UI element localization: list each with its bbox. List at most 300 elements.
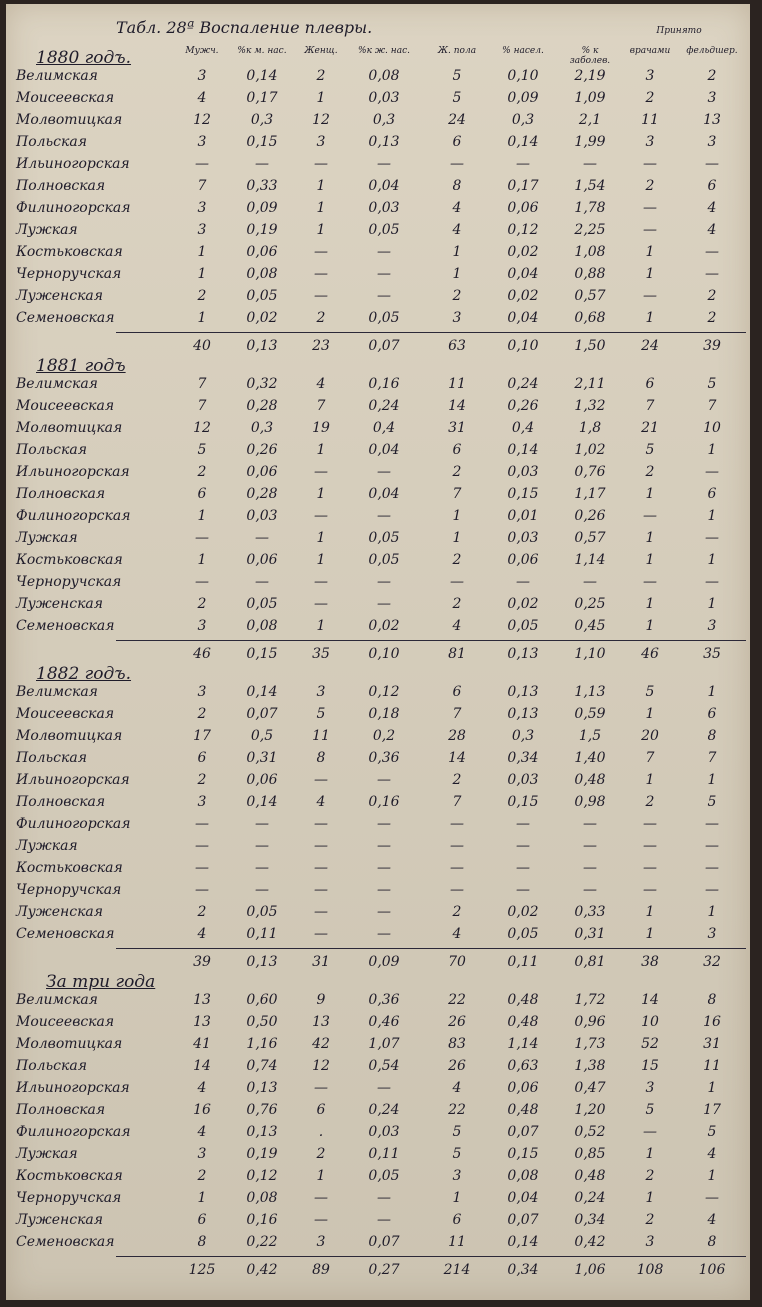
cell-value: — [377, 1212, 391, 1228]
cell-value: 1,16 [246, 1036, 278, 1052]
table-row [6, 572, 750, 594]
cell-value: 0,05 [246, 904, 278, 920]
district-name: Велимская [16, 376, 98, 392]
total-value: 32 [703, 954, 721, 970]
cell-value: 16 [703, 1014, 721, 1030]
table-row [6, 154, 750, 176]
cell-value: 5 [197, 442, 207, 458]
total-value: 89 [312, 1262, 330, 1278]
cell-value: 1 [707, 684, 717, 700]
district-name: Велимская [16, 684, 98, 700]
cell-value: 24 [448, 112, 466, 128]
cell-value: 0,15 [507, 794, 539, 810]
district-name: Луженская [16, 288, 104, 304]
district-name: Луженская [16, 904, 104, 920]
cell-value: 4 [197, 1124, 207, 1140]
table-title: Табл. 28ª Воспаление плевры. [116, 18, 373, 37]
district-name: Костьковская [16, 1168, 123, 1184]
cell-value: 1 [452, 244, 462, 260]
cell-value: 3 [316, 684, 326, 700]
district-name: Костьковская [16, 552, 123, 568]
table-row [6, 1078, 750, 1100]
cell-value: — [705, 860, 719, 876]
cell-value: — [450, 882, 464, 898]
district-name: Моисеевская [16, 706, 115, 722]
cell-value: 14 [448, 398, 466, 414]
cell-value: 1 [316, 200, 326, 216]
cell-value: 0,88 [574, 266, 606, 282]
cell-value: 1 [707, 508, 717, 524]
total-value: 46 [193, 646, 211, 662]
cell-value: 2,19 [574, 68, 606, 84]
cell-value: — [377, 882, 391, 898]
total-rule [116, 332, 746, 333]
cell-value: 12 [193, 420, 211, 436]
cell-value: 6 [707, 706, 717, 722]
cell-value: 8 [707, 1234, 717, 1250]
table-row [6, 308, 750, 330]
cell-value: 0,24 [574, 1190, 606, 1206]
table-row [6, 198, 750, 220]
cell-value: 0,31 [574, 926, 606, 942]
district-name: Костьковская [16, 244, 123, 260]
cell-value: 10 [703, 420, 721, 436]
table-row [6, 1034, 750, 1056]
cell-value: 4 [707, 1212, 717, 1228]
cell-value: 0,02 [507, 288, 539, 304]
cell-value: 2 [452, 904, 462, 920]
cell-value: — [314, 816, 328, 832]
district-name: Семеновская [16, 310, 115, 326]
cell-value: 0,12 [246, 1168, 278, 1184]
table-row [6, 462, 750, 484]
district-name: Моисеевская [16, 1014, 115, 1030]
total-row [6, 336, 750, 358]
cell-value: — [255, 530, 269, 546]
cell-value: — [195, 838, 209, 854]
cell-value: 0,96 [574, 1014, 606, 1030]
table-row [6, 132, 750, 154]
cell-value: 52 [641, 1036, 659, 1052]
cell-value: 15 [641, 1058, 659, 1074]
cell-value: 0,24 [507, 376, 539, 392]
cell-value: — [516, 156, 530, 172]
cell-value: 0,60 [246, 992, 278, 1008]
cell-value: 2 [645, 1212, 655, 1228]
district-name: Черноручская [16, 1190, 122, 1206]
table-row [6, 1188, 750, 1210]
cell-value: 0,06 [246, 772, 278, 788]
cell-value: 1 [197, 244, 207, 260]
total-value: 39 [193, 954, 211, 970]
cell-value: 5 [707, 794, 717, 810]
cell-value: 0,13 [246, 1124, 278, 1140]
cell-value: 0,54 [368, 1058, 400, 1074]
cell-value: 0,05 [368, 530, 400, 546]
cell-value: — [583, 838, 597, 854]
cell-value: — [377, 244, 391, 260]
cell-value: 3 [645, 1234, 655, 1250]
table-row [6, 814, 750, 836]
column-header: %к ж. нас. [358, 46, 410, 56]
total-value: 0,07 [368, 338, 400, 354]
cell-value: 7 [316, 398, 326, 414]
cell-value: 4 [197, 90, 207, 106]
cell-value: 11 [448, 376, 466, 392]
cell-value: — [516, 574, 530, 590]
cell-value: 0,11 [368, 1146, 400, 1162]
cell-value: 1 [452, 1190, 462, 1206]
cell-value: — [705, 816, 719, 832]
cell-value: 1 [197, 310, 207, 326]
cell-value: — [195, 882, 209, 898]
cell-value: — [583, 816, 597, 832]
cell-value: 5 [452, 1146, 462, 1162]
cell-value: 1 [452, 266, 462, 282]
cell-value: 0,02 [507, 904, 539, 920]
cell-value: 1,32 [574, 398, 606, 414]
cell-value: 1 [316, 530, 326, 546]
district-name: Черноручская [16, 574, 122, 590]
cell-value: 0,16 [368, 376, 400, 392]
cell-value: — [314, 1190, 328, 1206]
cell-value: 0,14 [507, 1234, 539, 1250]
cell-value: 0,13 [368, 134, 400, 150]
cell-value: — [643, 508, 657, 524]
cell-value: 1,14 [574, 552, 606, 568]
cell-value: 0,34 [507, 750, 539, 766]
cell-value: 1,38 [574, 1058, 606, 1074]
cell-value: 1,73 [574, 1036, 606, 1052]
cell-value: 1,8 [578, 420, 602, 436]
cell-value: 1 [316, 1168, 326, 1184]
cell-value: 0,08 [246, 266, 278, 282]
cell-value: 13 [703, 112, 721, 128]
table-row [6, 110, 750, 132]
cell-value: — [643, 200, 657, 216]
total-rule [116, 1256, 746, 1257]
cell-value: 1 [645, 1190, 655, 1206]
total-value: 1,06 [574, 1262, 606, 1278]
total-value: 0,42 [246, 1262, 278, 1278]
cell-value: 0,18 [368, 706, 400, 722]
district-name: Ильиногорская [16, 464, 130, 480]
table-row [6, 902, 750, 924]
cell-value: 22 [448, 1102, 466, 1118]
district-name: Полновская [16, 1102, 106, 1118]
cell-value: 2 [197, 1168, 207, 1184]
cell-value: — [450, 816, 464, 832]
cell-value: 0,19 [246, 1146, 278, 1162]
cell-value: 0,12 [368, 684, 400, 700]
cell-value: 0,04 [507, 1190, 539, 1206]
table-row [6, 1166, 750, 1188]
cell-value: 7 [452, 706, 462, 722]
cell-value: 2,11 [574, 376, 606, 392]
cell-value: 2 [645, 794, 655, 810]
cell-value: — [643, 816, 657, 832]
cell-value: 2 [197, 288, 207, 304]
cell-value: 0,22 [246, 1234, 278, 1250]
cell-value: 13 [193, 992, 211, 1008]
total-value: 0,15 [246, 646, 278, 662]
cell-value: 0,76 [246, 1102, 278, 1118]
cell-value: 1 [316, 178, 326, 194]
table-row [6, 858, 750, 880]
cell-value: 0,26 [574, 508, 606, 524]
cell-value: 1 [707, 772, 717, 788]
cell-value: 83 [448, 1036, 466, 1052]
cell-value: — [643, 882, 657, 898]
cell-value: 0,08 [507, 1168, 539, 1184]
cell-value: — [314, 156, 328, 172]
total-value: 70 [448, 954, 466, 970]
district-name: Филиногорская [16, 816, 131, 832]
cell-value: 11 [703, 1058, 721, 1074]
cell-value: 0,13 [246, 1080, 278, 1096]
cell-value: 0,08 [246, 618, 278, 634]
cell-value: 5 [707, 1124, 717, 1140]
cell-value: . [318, 1124, 324, 1140]
cell-value: — [705, 244, 719, 260]
cell-value: 0,24 [368, 1102, 400, 1118]
cell-value: 0,04 [368, 442, 400, 458]
cell-value: — [450, 156, 464, 172]
cell-value: 13 [312, 1014, 330, 1030]
cell-value: 12 [193, 112, 211, 128]
total-row [6, 1260, 750, 1282]
cell-value: 5 [645, 442, 655, 458]
total-value: 23 [312, 338, 330, 354]
cell-value: 1 [197, 508, 207, 524]
cell-value: 8 [452, 178, 462, 194]
cell-value: 19 [312, 420, 330, 436]
cell-value: — [314, 860, 328, 876]
cell-value: 0,03 [507, 464, 539, 480]
cell-value: 0,3 [372, 112, 396, 128]
cell-value: 0,12 [507, 222, 539, 238]
total-value: 0,13 [246, 338, 278, 354]
cell-value: 5 [452, 1124, 462, 1140]
total-value: 0,10 [507, 338, 539, 354]
table-row [6, 242, 750, 264]
cell-value: 6 [452, 134, 462, 150]
cell-value: 10 [641, 1014, 659, 1030]
column-header: врачами [629, 46, 671, 56]
cell-value: 3 [707, 618, 717, 634]
cell-value: 0,46 [368, 1014, 400, 1030]
cell-value: 1 [645, 904, 655, 920]
cell-value: 28 [448, 728, 466, 744]
cell-value: 0,05 [368, 552, 400, 568]
cell-value: 0,17 [246, 90, 278, 106]
cell-value: 1 [197, 266, 207, 282]
cell-value: — [314, 904, 328, 920]
cell-value: — [377, 772, 391, 788]
cell-value: 2 [452, 772, 462, 788]
cell-value: 0,05 [507, 618, 539, 634]
total-value: 106 [698, 1262, 726, 1278]
cell-value: 1 [645, 706, 655, 722]
cell-value: — [255, 860, 269, 876]
cell-value: 4 [452, 222, 462, 238]
cell-value: — [314, 464, 328, 480]
cell-value: 1 [316, 222, 326, 238]
cell-value: 5 [707, 376, 717, 392]
cell-value: 0,33 [574, 904, 606, 920]
cell-value: 1 [707, 1168, 717, 1184]
column-header: Мужч. [185, 46, 219, 56]
cell-value: 2 [645, 178, 655, 194]
cell-value: 1,99 [574, 134, 606, 150]
cell-value: 0,02 [507, 596, 539, 612]
column-header: % к заболев. [569, 46, 611, 66]
cell-value: 5 [316, 706, 326, 722]
cell-value: — [314, 574, 328, 590]
cell-value: 14 [448, 750, 466, 766]
cell-value: — [255, 574, 269, 590]
cell-value: 3 [197, 618, 207, 634]
cell-value: 0,48 [507, 992, 539, 1008]
total-value: 24 [641, 338, 659, 354]
district-name: Лужкая [16, 222, 78, 238]
cell-value: 26 [448, 1014, 466, 1030]
cell-value: 11 [641, 112, 659, 128]
cell-value: 0,31 [246, 750, 278, 766]
cell-value: 1 [707, 904, 717, 920]
cell-value: 1,40 [574, 750, 606, 766]
table-row [6, 1210, 750, 1232]
cell-value: 6 [197, 486, 207, 502]
cell-value: 0,07 [507, 1212, 539, 1228]
cell-value: 0,47 [574, 1080, 606, 1096]
cell-value: 5 [452, 90, 462, 106]
cell-value: — [643, 156, 657, 172]
cell-value: — [195, 574, 209, 590]
cell-value: 14 [641, 992, 659, 1008]
cell-value: 1 [645, 530, 655, 546]
cell-value: — [314, 244, 328, 260]
cell-value: 0,50 [246, 1014, 278, 1030]
cell-value: 1 [645, 926, 655, 942]
cell-value: 7 [452, 486, 462, 502]
cell-value: — [377, 838, 391, 854]
cell-value: 0,98 [574, 794, 606, 810]
district-name: Моисеевская [16, 90, 115, 106]
table-row [6, 616, 750, 638]
cell-value: — [255, 816, 269, 832]
cell-value: 0,06 [507, 552, 539, 568]
cell-value: 4 [316, 376, 326, 392]
cell-value: 7 [197, 376, 207, 392]
cell-value: 1 [316, 486, 326, 502]
district-name: Польская [16, 750, 87, 766]
cell-value: 0,13 [507, 684, 539, 700]
cell-value: 6 [316, 1102, 326, 1118]
cell-value: — [377, 1080, 391, 1096]
cell-value: 11 [312, 728, 330, 744]
cell-value: 0,06 [507, 1080, 539, 1096]
cell-value: 0,05 [246, 288, 278, 304]
cell-value: 0,03 [368, 1124, 400, 1140]
cell-value: 2 [197, 904, 207, 920]
cell-value: 3 [197, 1146, 207, 1162]
cell-value: — [255, 156, 269, 172]
cell-value: 6 [707, 486, 717, 502]
cell-value: 0,01 [507, 508, 539, 524]
cell-value: 0,3 [511, 728, 535, 744]
cell-value: 0,26 [246, 442, 278, 458]
cell-value: 3 [707, 926, 717, 942]
total-value: 0,09 [368, 954, 400, 970]
table-row [6, 1232, 750, 1254]
cell-value: 1,13 [574, 684, 606, 700]
cell-value: 4 [707, 200, 717, 216]
table-row [6, 220, 750, 242]
cell-value: 1 [452, 508, 462, 524]
cell-value: 2 [197, 706, 207, 722]
cell-value: — [314, 508, 328, 524]
cell-value: 14 [193, 1058, 211, 1074]
table-row [6, 1056, 750, 1078]
cell-value: 11 [448, 1234, 466, 1250]
table-row [6, 880, 750, 902]
district-name: Филиногорская [16, 200, 131, 216]
cell-value: 0,48 [507, 1102, 539, 1118]
table-row [6, 550, 750, 572]
cell-value: 0,3 [250, 420, 274, 436]
district-name: Ильиногорская [16, 772, 130, 788]
section-year-label: За три года [46, 972, 156, 992]
cell-value: — [377, 926, 391, 942]
cell-value: 0,05 [507, 926, 539, 942]
cell-value: 26 [448, 1058, 466, 1074]
cell-value: 0,03 [246, 508, 278, 524]
cell-value: — [377, 266, 391, 282]
cell-value: 0,05 [368, 310, 400, 326]
total-value: 0,13 [246, 954, 278, 970]
total-row [6, 644, 750, 666]
cell-value: 6 [452, 442, 462, 458]
cell-value: 0,14 [246, 684, 278, 700]
cell-value: 6 [645, 376, 655, 392]
cell-value: 0,03 [368, 200, 400, 216]
table-row [6, 506, 750, 528]
cell-value: 0,03 [507, 772, 539, 788]
cell-value: — [195, 816, 209, 832]
cell-value: 0,5 [250, 728, 274, 744]
cell-value: 0,14 [507, 134, 539, 150]
cell-value: 22 [448, 992, 466, 1008]
column-header: %к м. нас. [237, 46, 287, 56]
cell-value: 1 [645, 596, 655, 612]
cell-value: 3 [645, 68, 655, 84]
cell-value: 0,3 [511, 112, 535, 128]
cell-value: 0,10 [507, 68, 539, 84]
cell-value: 0,07 [368, 1234, 400, 1250]
table-row [6, 176, 750, 198]
table-row [6, 594, 750, 616]
cell-value: 1,14 [507, 1036, 539, 1052]
cell-value: 3 [197, 684, 207, 700]
district-name: Лужкая [16, 530, 78, 546]
cell-value: 16 [193, 1102, 211, 1118]
cell-value: 0,06 [246, 244, 278, 260]
cell-value: 21 [641, 420, 659, 436]
cell-value: 6 [197, 750, 207, 766]
cell-value: 0,4 [372, 420, 396, 436]
cell-value: 1 [645, 1146, 655, 1162]
